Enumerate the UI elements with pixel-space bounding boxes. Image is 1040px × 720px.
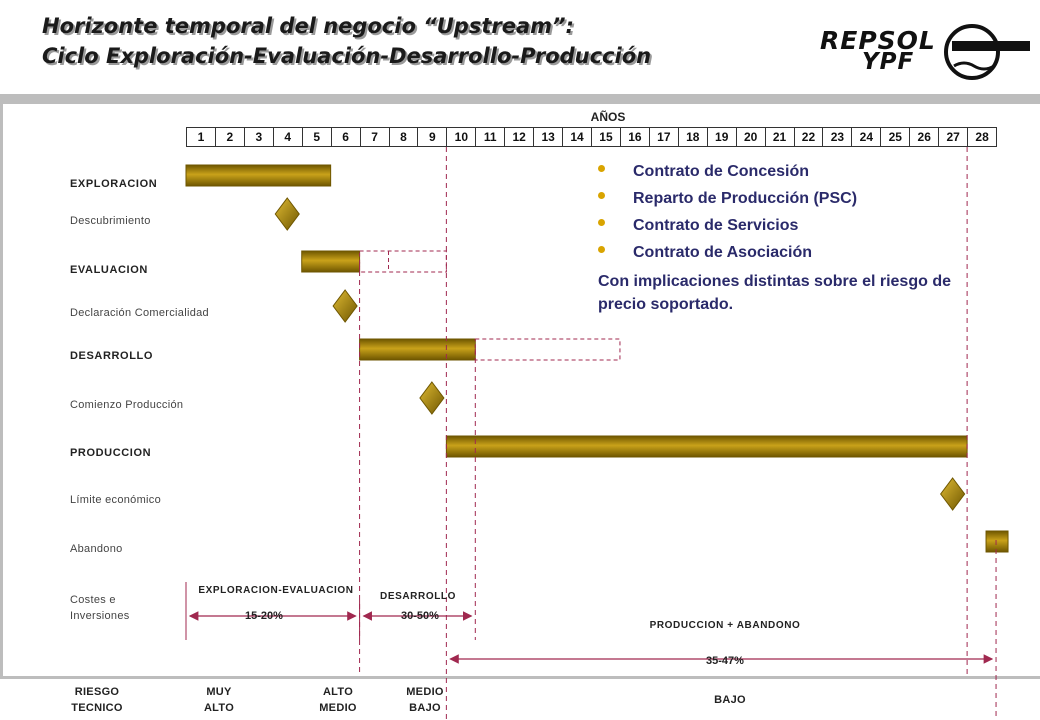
risk-alto-medio: ALTO MEDIO [319, 686, 357, 714]
bullet-text: Contrato de Asociación [633, 244, 812, 261]
milestone-declaracion [333, 290, 357, 322]
year-cell: 7 [360, 127, 390, 147]
bar-desarrollo [360, 339, 476, 360]
risk-note: Con implicaciones distintas sobre el riesgo de precio soportado. [598, 273, 951, 313]
label-produccion: PRODUCCION [70, 447, 152, 459]
year-cell: 21 [765, 127, 795, 147]
label-declaracion: Declaración Comercialidad [70, 307, 209, 319]
year-cell: 12 [504, 127, 534, 147]
cost-label-prod-aband: PRODUCCION + ABANDONO [649, 620, 801, 631]
bar-evaluacion [302, 251, 360, 272]
bullet-dot-icon [598, 219, 605, 226]
year-cell: 24 [851, 127, 881, 147]
bar-desarrollo-extension [475, 339, 620, 360]
risk-label: RIESGO TECNICO [71, 686, 123, 714]
label-limite: Límite económico [70, 494, 162, 506]
cost-pct-desarrollo: 30-50% [401, 610, 439, 622]
cost-pct-expl-eval: 15-20% [245, 610, 283, 622]
label-comienzo: Comienzo Producción [70, 399, 184, 411]
year-cell: 23 [822, 127, 852, 147]
year-cell: 2 [215, 127, 245, 147]
title-line-2: Ciclo Exploración-Evaluación-Desarrollo-Producción [42, 44, 652, 68]
year-cell: 18 [678, 127, 708, 147]
year-cell: 1 [186, 127, 216, 147]
risk-medio-bajo: MEDIO BAJO [406, 686, 444, 714]
label-exploracion: EXPLORACION [70, 178, 158, 190]
bullet-dot-icon [598, 246, 605, 253]
logo-word-2: YPF [862, 49, 915, 75]
year-cell: 14 [562, 127, 592, 147]
bullet-item [598, 239, 1018, 266]
title-line-1: Horizonte temporal del negocio “Upstream”: [42, 14, 574, 38]
milestone-descubrimiento [275, 198, 299, 230]
bar-evaluacion-extension [360, 251, 447, 272]
year-cell: 16 [620, 127, 650, 147]
label-descubrimiento: Descubrimiento [70, 215, 151, 227]
year-cell: 8 [389, 127, 419, 147]
year-cell: 15 [591, 127, 621, 147]
year-cell: 25 [880, 127, 910, 147]
milestone-comienzo [420, 382, 444, 414]
bullet-item [598, 158, 1018, 185]
year-cell: 5 [302, 127, 332, 147]
risk-bajo: BAJO [714, 694, 746, 706]
year-cell: 11 [475, 127, 505, 147]
contract-types-list [598, 158, 1018, 266]
year-cell: 9 [417, 127, 447, 147]
bullet-dot-icon [598, 192, 605, 199]
year-cell: 17 [649, 127, 679, 147]
label-costes: Costes e Inversiones [70, 594, 130, 622]
milestone-limite [941, 478, 965, 510]
year-cell: 26 [909, 127, 939, 147]
logo-word-1: REPSOL [820, 26, 936, 55]
risk-muy-alto: MUY ALTO [203, 686, 235, 714]
bullet-item [598, 212, 1018, 239]
bullet-dot-icon [598, 165, 605, 172]
year-cell: 13 [533, 127, 563, 147]
cost-pct-prod-aband: 35-47% [706, 655, 744, 667]
bar-produccion [446, 436, 967, 457]
bar-abandono [986, 531, 1008, 552]
year-cell: 6 [331, 127, 361, 147]
year-cell: 27 [938, 127, 968, 147]
cost-label-desarrollo: DESARROLLO [380, 591, 456, 602]
bullet-item [598, 185, 1018, 212]
bullet-text: Reparto de Producción (PSC) [633, 190, 858, 207]
bullet-text: Contrato de Servicios [633, 217, 799, 234]
bullet-text: Contrato de Concesión [633, 163, 810, 180]
year-cell: 4 [273, 127, 303, 147]
year-cell: 20 [736, 127, 766, 147]
year-cell: 19 [707, 127, 737, 147]
label-abandono: Abandono [70, 543, 123, 555]
year-cell: 3 [244, 127, 274, 147]
year-cell: 10 [446, 127, 476, 147]
year-cell: 28 [967, 127, 997, 147]
year-cell: 22 [794, 127, 824, 147]
years-axis-label: AÑOS [590, 110, 626, 124]
cost-label-expl-eval: EXPLORACION-EVALUACION [198, 585, 354, 596]
label-evaluacion: EVALUACION [70, 264, 148, 276]
bar-exploracion [186, 165, 331, 186]
label-desarrollo: DESARROLLO [70, 350, 153, 362]
